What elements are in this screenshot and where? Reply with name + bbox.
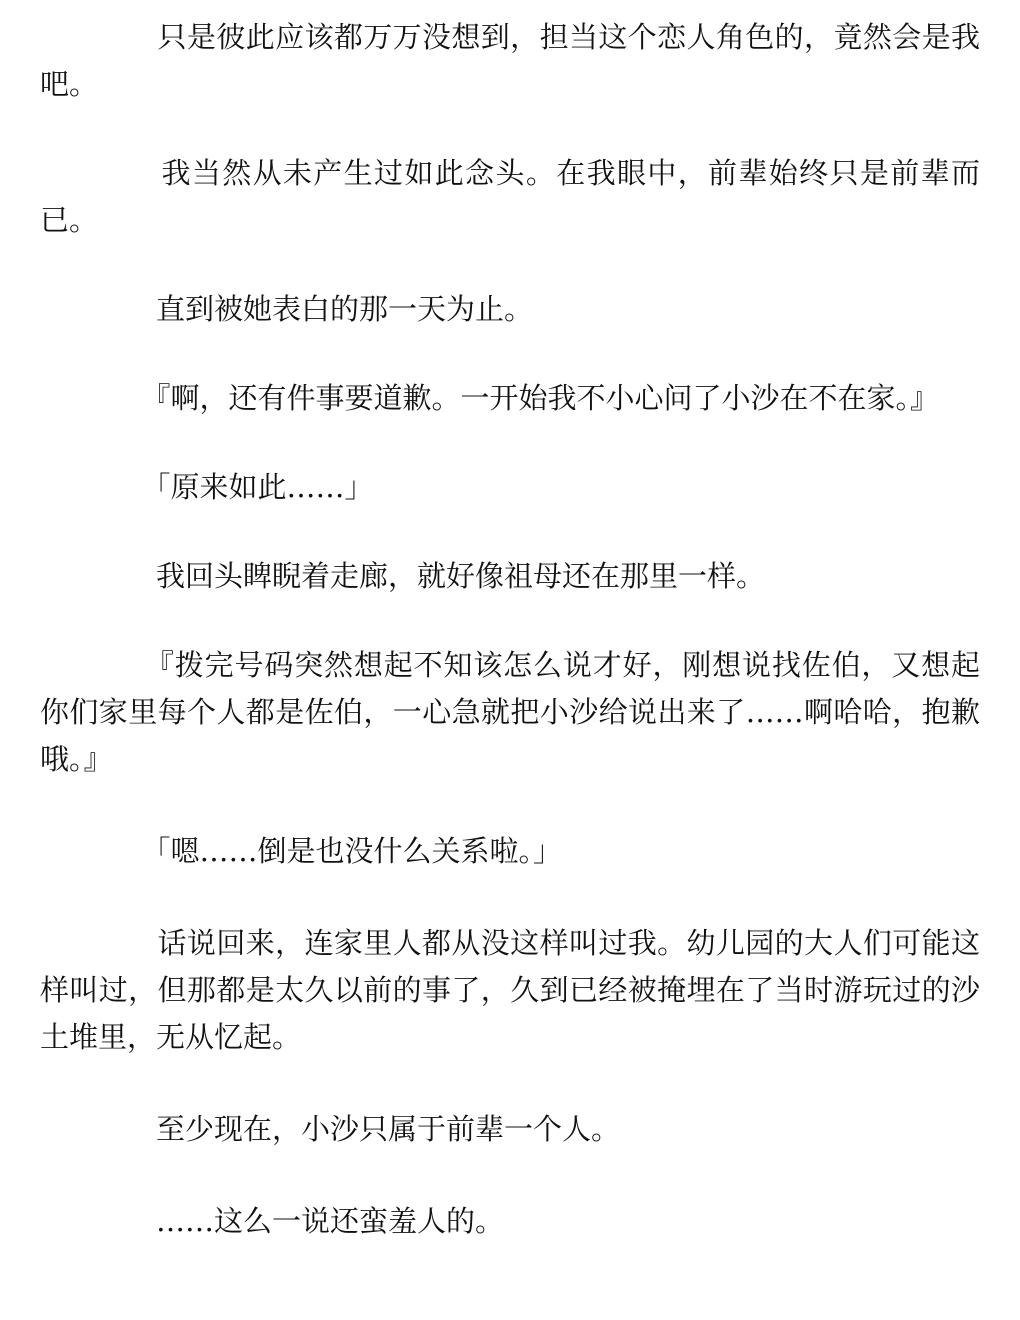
paragraph-6: 我回头睥睨着走廊，就好像祖母还在那里一样。 (40, 559, 766, 593)
paragraph-9: 话说回来，连家里人都从没这样叫过我。幼儿园的大人们可能这样叫过，但那都是太久以前的事了，久到已经被掩埋在了当时游玩过的沙土堆里，无从忆起。 (40, 926, 980, 1054)
paragraph-5: 「原来如此……」 (40, 470, 374, 504)
paragraph-2: 我当然从未产生过如此念头。在我眼中，前辈始终只是前辈而已。 (40, 156, 980, 237)
document-page (40, 14, 980, 1245)
paragraph-1: 只是彼此应该都万万没想到，担当这个恋人角色的，竟然会是我吧。 (40, 20, 980, 101)
paragraph-3: 直到被她表白的那一天为止。 (40, 292, 534, 326)
paragraph-4: 『啊，还有件事要道歉。一开始我不小心问了小沙在不在家。』 (40, 381, 940, 415)
paragraph-8: 「嗯……倒是也没什么关系啦。」 (40, 834, 563, 868)
paragraph-11: ……这么一说还蛮羞人的。 (40, 1204, 505, 1238)
paragraph-7: 『拨完号码突然想起不知该怎么说才好，刚想说找佐伯，又想起你们家里每个人都是佐伯，一心急就把小沙给说出来了……啊哈哈，抱歉哦。』 (40, 648, 980, 776)
paragraph-10: 至少现在，小沙只属于前辈一个人。 (40, 1112, 621, 1146)
